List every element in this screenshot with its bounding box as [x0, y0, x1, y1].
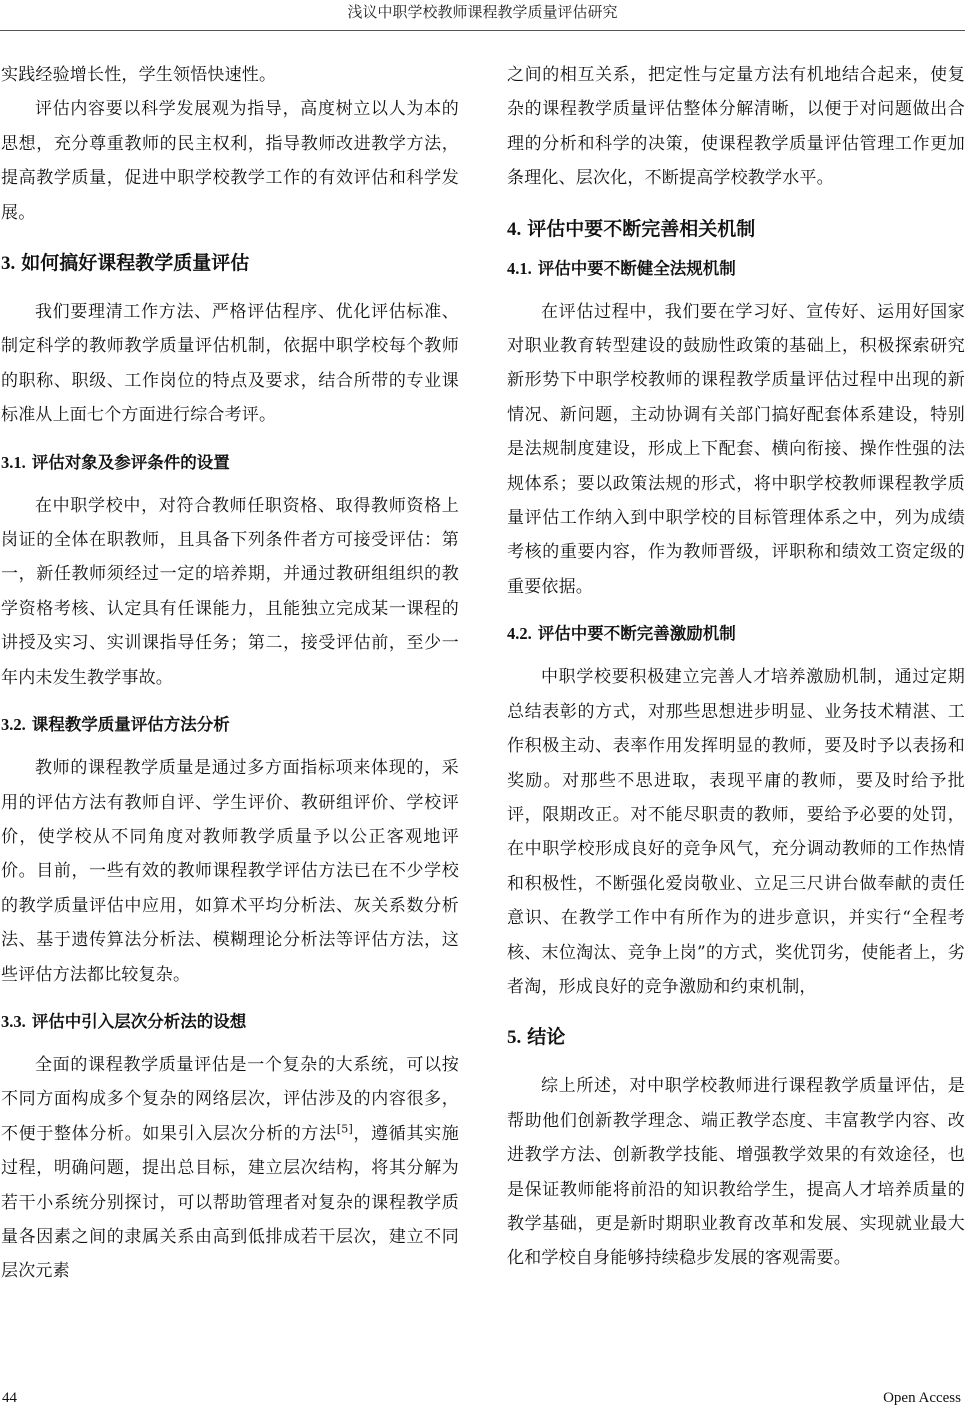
subsection-heading-3-2: 3.2. 课程教学质量评估方法分析: [1, 715, 230, 735]
paragraph: 中职学校要积极建立完善人才培养激励机制，通过定期总结表彰的方式，对那些思想进步明显、业务技术精湛、工作积极主动、表率作用发挥明显的教师，要及时予以表扬和奖励。对那些不思进取，表现平庸的教师，要及时给予批评，限期改正。对不能尽职责的教师，要给予必要的处罚，在中职学校形成良好的竞争风气，充分调动教师的工作热情和积极性，不断强化爱岗敬业、立足三尺讲台做奉献的责任意识、在教学工作中有所作为的进步意识，并实行“全程考核、末位淘汰、竞争上岗”的方式，奖优罚劣，使能者上，劣者淘，形成良好的竞争激励和约束机制，: [507, 667, 965, 997]
paragraph: 实践经验增长性，学生领悟快速性。: [1, 65, 277, 85]
paragraph: 之间的相互关系，把定性与定量方法有机地结合起来，使复杂的课程教学质量评估整体分解清晰，以便于对问题做出合理的分析和科学的决策，使课程教学质量评估管理工作更加条理化、层次化，不断提高学校教学水平。: [507, 65, 965, 189]
paragraph: 我们要理清工作方法、严格评估程序、优化评估标准、制定科学的教师教学质量评估机制，依据中职学校每个教师的职称、职级、工作岗位的特点及要求，结合所带的专业课标准从上面七个方面进行综合考评。: [1, 302, 459, 426]
section-heading-3: 3. 如何搞好课程教学质量评估: [1, 252, 250, 275]
subsection-heading-3-1: 3.1. 评估对象及参评条件的设置: [1, 452, 230, 472]
journal-label: Open Access: [883, 1390, 961, 1406]
section-heading-4: 4. 评估中要不断完善相关机制: [507, 217, 756, 240]
subsection-heading-3-3: 3.3. 评估中引入层次分析法的设想: [1, 1011, 247, 1031]
paragraph: 全面的课程教学质量评估是一个复杂的大系统，可以按不同方面构成多个复杂的网络层次，评估涉及的内容很多，不便于整体分析。如果引入层次分析的方法[5]，遵循其实施过程，明确问题，提出总目标，建立层次结构，将其分解为若干小系统分别探讨，可以帮助管理者对复杂的课程教学质量各因素之间的隶属关系由高到低排成若干层次，建立不同层次元素: [1, 1054, 459, 1282]
paragraph: 在中职学校中，对符合教师任职资格、取得教师资格上岗证的全体在职教师，且具备下列条件者方可接受评估：第一，新任教师须经过一定的培养期，并通过教研组组织的教学资格考核、认定具有任课能力，且能独立完成某一课程的讲授及实习、实训课指导任务；第二，接受评估前，至少一年内未发生教学事故。: [1, 495, 459, 688]
paragraph: 教师的课程教学质量是通过多方面指标项来体现的，采用的评估方法有教师自评、学生评价、教研组评价、学校评价，使学校从不同角度对教师教学质量予以公正客观地评价。目前，一些有效的教师课程教学评估方法已在不少学校的教学质量评估中应用，如算术平均分析法、灰关系数分析法、基于遗传算法分析法、模糊理论分析法等评估方法，这些评估方法都比较复杂。: [1, 758, 459, 985]
paragraph: 评估内容要以科学发展观为指导，高度树立以人为本的思想，充分尊重教师的民主权利，指导教师改进教学方法，提高教学质量，促进中职学校教学工作的有效评估和科学发展。: [1, 99, 459, 223]
subsection-heading-4-1: 4.1. 评估中要不断健全法规机制: [507, 258, 736, 278]
page-footer: [0, 1390, 965, 1414]
running-header: [0, 0, 965, 31]
right-column: [507, 58, 965, 1276]
section-heading-5: 5. 结论: [507, 1026, 566, 1049]
citation-ref: [5]: [336, 1122, 353, 1136]
running-title: 浅议中职学校教师课程教学质量评估研究: [347, 3, 618, 21]
paragraph: 在评估过程中，我们要在学习好、宣传好、运用好国家对职业教育转型建设的鼓励性政策的基础上，积极探索研究新形势下中职学校教师的课程教学质量评估过程中出现的新情况、新问题，主动协调有关部门搞好配套体系建设，特别是法规制度建设，形成上下配套、横向衔接、操作性强的法规体系；要以政策法规的形式，将中职学校教师课程教学质量评估工作纳入到中职学校的目标管理体系之中，列为成绩考核的重要内容，作为教师晋级，评职称和绩效工资定级的重要依据。: [507, 301, 965, 597]
page-number: 44: [2, 1390, 17, 1406]
left-column: [1, 58, 459, 1289]
subsection-heading-4-2: 4.2. 评估中要不断完善激励机制: [507, 624, 736, 644]
paragraph: 综上所述，对中职学校教师进行课程教学质量评估，是帮助他们创新教学理念、端正教学态度、丰富教学内容、改进教学方法、创新教学技能、增强教学效果的有效途径，也是保证教师能将前沿的知识教给学生，提高人才培养质量的教学基础，更是新时期职业教育改革和发展、实现就业最大化和学校自身能够持续稳步发展的客观需要。: [507, 1076, 965, 1269]
